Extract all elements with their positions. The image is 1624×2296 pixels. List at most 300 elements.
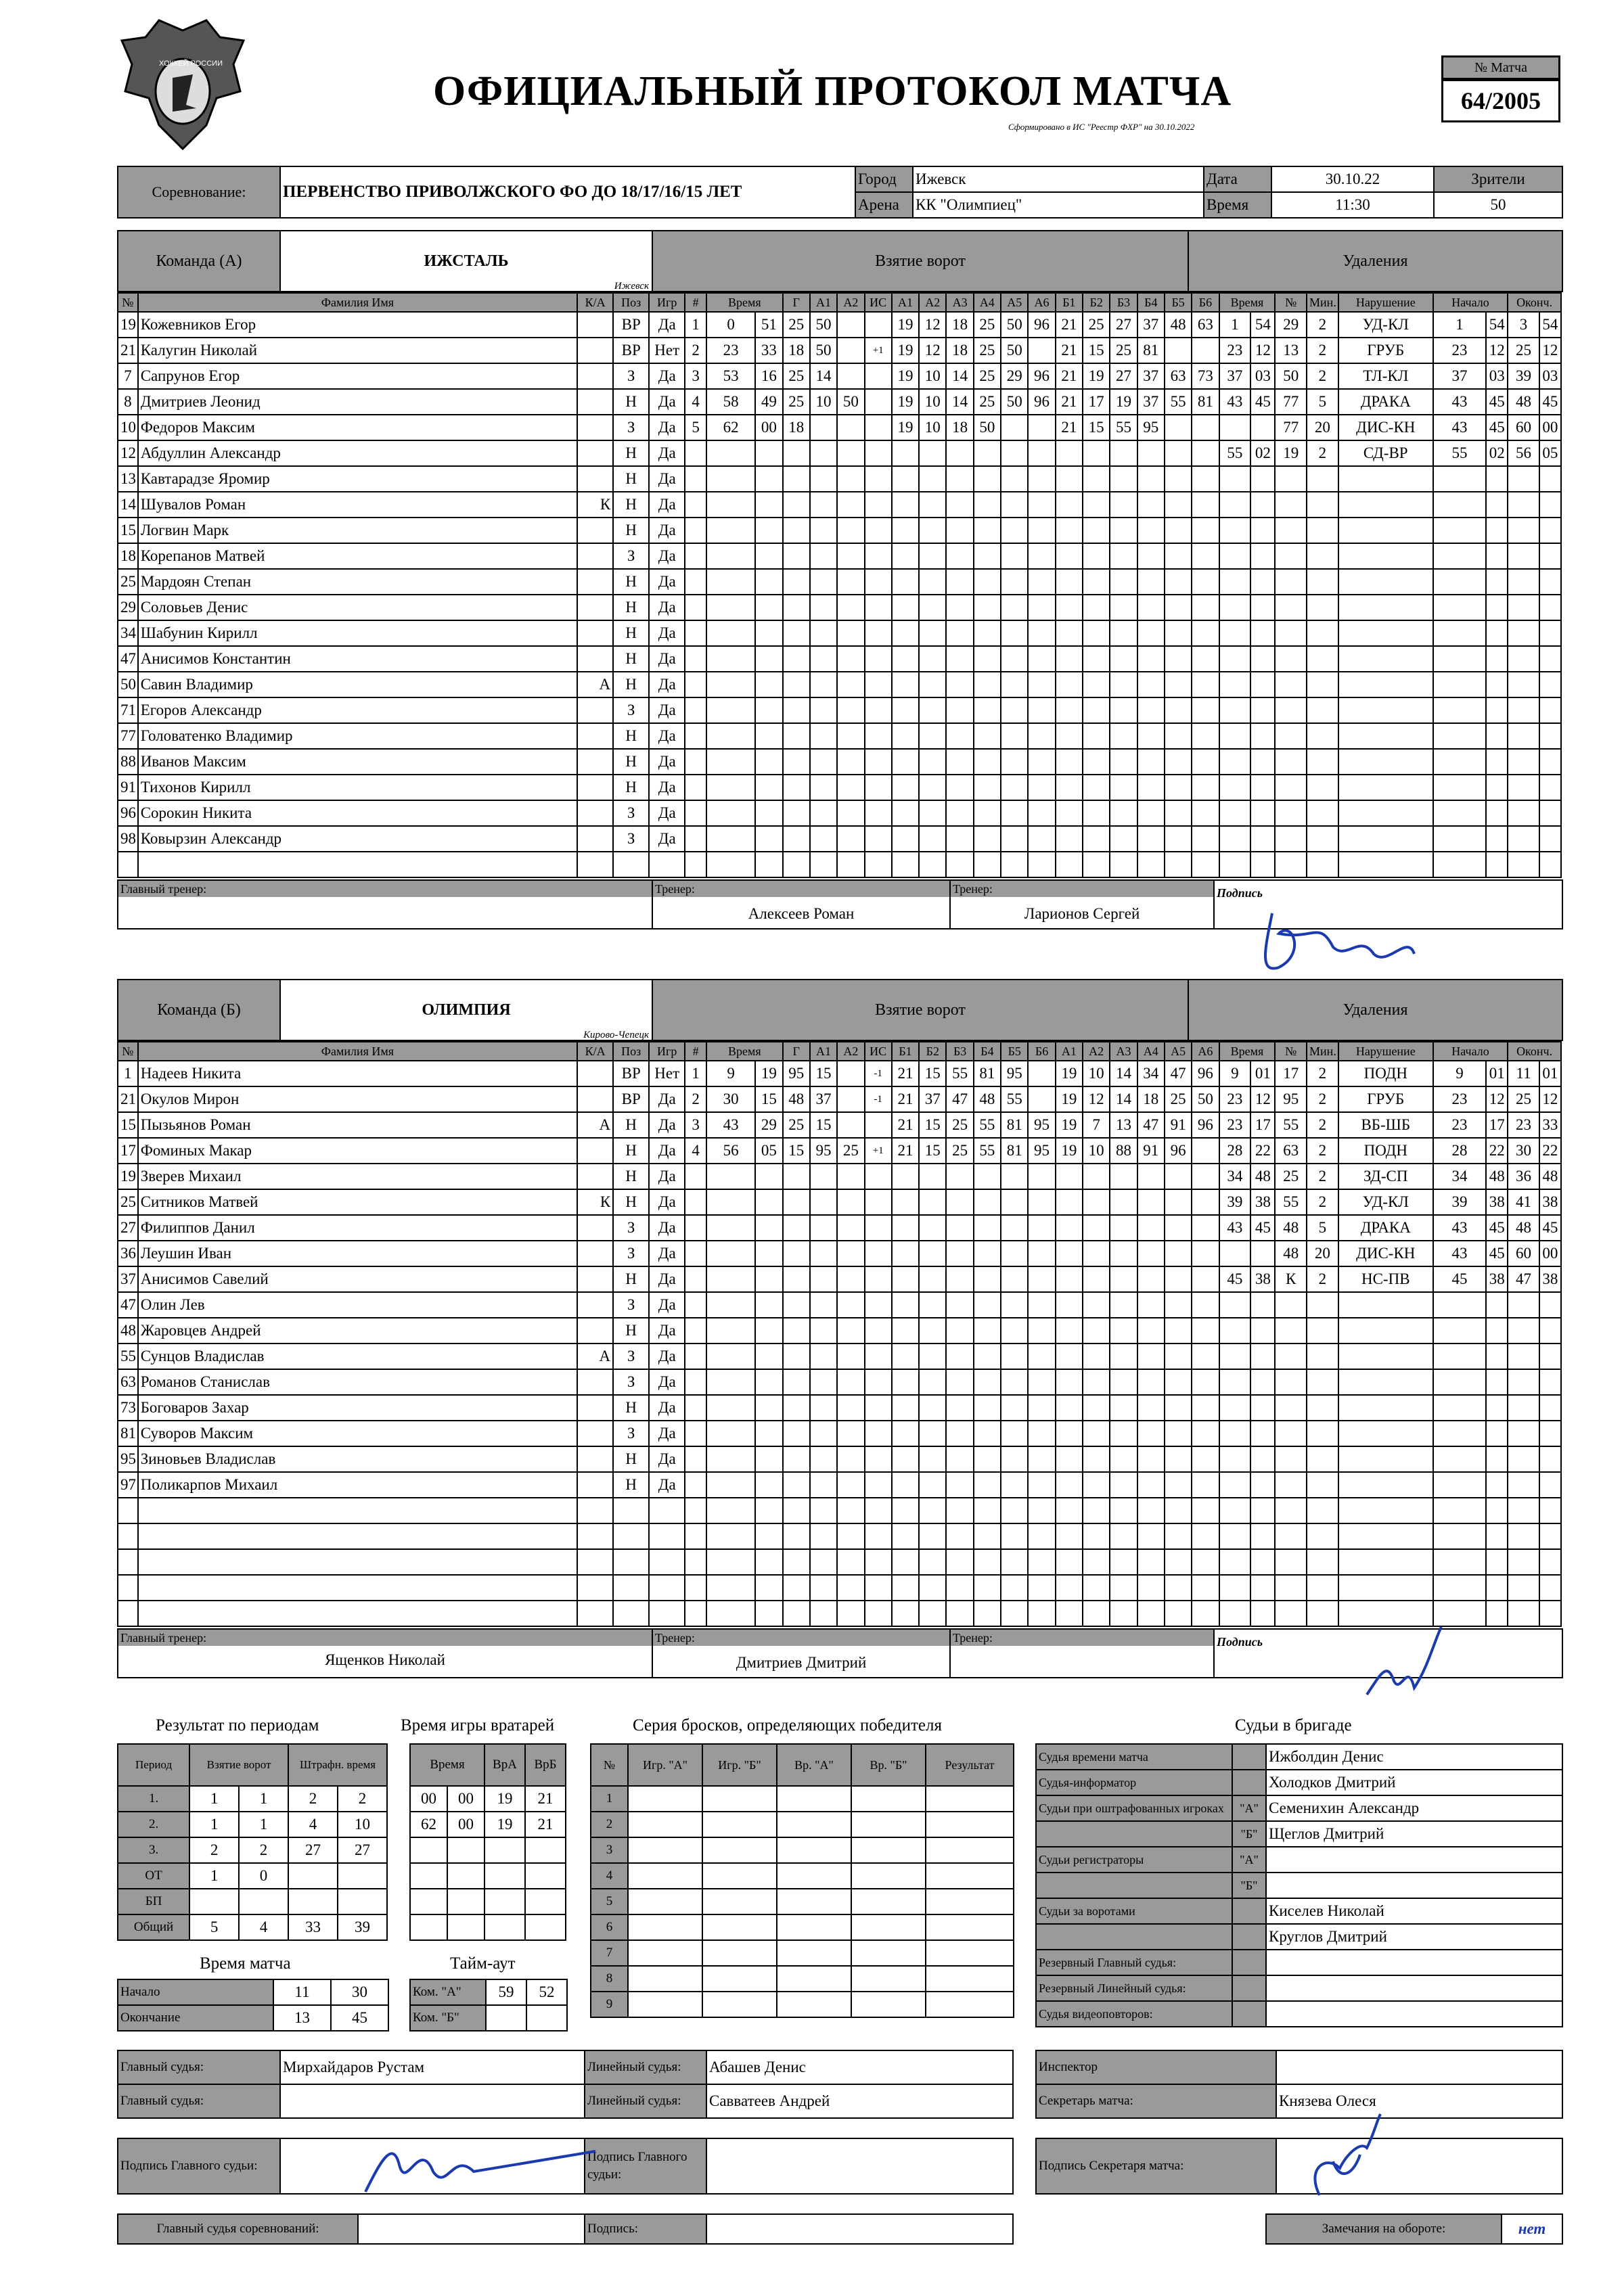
team-a-coach2-cell <box>950 880 1214 929</box>
goal-cell: 18 <box>946 415 973 440</box>
goal-cell: +1 <box>865 338 892 363</box>
official-side: "Б" <box>1232 1873 1266 1898</box>
player-captain <box>577 389 613 415</box>
player-position: ВР <box>613 1086 649 1112</box>
player-played: Да <box>649 569 685 595</box>
table-row <box>118 749 1561 775</box>
player-captain: А <box>577 1112 613 1138</box>
goal-cell: 62 <box>706 415 755 440</box>
goal-cell: 55 <box>1165 389 1192 415</box>
arena-label: Арена <box>855 192 913 218</box>
time-label: Время <box>1204 192 1271 218</box>
match-no: 64/2005 <box>1441 79 1560 122</box>
penalty-cell: 05 <box>1539 440 1561 466</box>
player-captain <box>577 543 613 569</box>
player-captain <box>577 1086 613 1112</box>
official-side <box>1232 1975 1266 2001</box>
goal-cell: 10 <box>919 415 946 440</box>
goal-cell: 63 <box>1192 312 1219 338</box>
penalty-cell: 2 <box>1307 312 1338 338</box>
player-played: Да <box>649 1138 685 1164</box>
player-number: 50 <box>118 672 138 697</box>
goal-cell: 53 <box>706 363 755 389</box>
player-position: Н <box>613 1266 649 1292</box>
player-number: 21 <box>118 338 138 363</box>
period-cell: 1 <box>189 1863 239 1889</box>
player-name: Мардоян Степан <box>138 569 577 595</box>
goal-cell: 0 <box>706 312 755 338</box>
player-played: Да <box>649 363 685 389</box>
table-row <box>118 338 1561 363</box>
player-position: Н <box>613 775 649 800</box>
official-name: Ижболдин Денис <box>1266 1744 1562 1770</box>
table-row <box>118 492 1561 518</box>
period-cell: 27 <box>288 1837 338 1863</box>
penalty-cell: ПОДН <box>1338 1061 1433 1086</box>
player-captain <box>577 595 613 620</box>
goal-cell: 48 <box>1165 312 1192 338</box>
player-name: Егоров Александр <box>138 697 577 723</box>
player-number: 36 <box>118 1241 138 1266</box>
table-row <box>118 1523 1561 1549</box>
player-position: Н <box>613 389 649 415</box>
table-row <box>118 800 1561 826</box>
period-cell: 2 <box>239 1837 288 1863</box>
table-row <box>118 1138 1561 1164</box>
player-position: ВР <box>613 312 649 338</box>
goal-cell: 15 <box>783 1138 810 1164</box>
penalty-cell: 23 <box>1433 1112 1487 1138</box>
goal-cell: 50 <box>810 338 837 363</box>
team-a-coach1: Алексеев Роман <box>748 905 855 922</box>
player-captain <box>577 1138 613 1164</box>
player-position: Н <box>613 466 649 492</box>
table-row <box>118 518 1561 543</box>
penalty-cell: 2 <box>1307 1266 1338 1292</box>
player-name: Сапрунов Егор <box>138 363 577 389</box>
penalty-cell: 56 <box>1508 440 1539 466</box>
player-captain: А <box>577 1344 613 1369</box>
goal-cell: 14 <box>810 363 837 389</box>
team-a-h-gk: Б2 <box>1083 293 1110 312</box>
penalty-cell: 25 <box>1275 1164 1307 1189</box>
gk-cell: 00 <box>447 1786 484 1812</box>
goal-cell <box>865 1112 892 1138</box>
player-position: З <box>613 826 649 852</box>
goal-cell: 19 <box>1056 1138 1083 1164</box>
goal-cell: 21 <box>1056 312 1083 338</box>
goal-cell <box>1028 1061 1055 1086</box>
period-cell <box>338 1889 387 1914</box>
period-cell <box>338 1863 387 1889</box>
team-b-coach2-cell <box>950 1629 1214 1678</box>
goal-cell: 19 <box>1110 389 1137 415</box>
goal-cell: 81 <box>974 1061 1001 1086</box>
player-number: 17 <box>118 1138 138 1164</box>
penalty-cell: 45 <box>1486 389 1508 415</box>
team-a-h-gtime: Время <box>706 293 782 312</box>
player-played: Да <box>649 492 685 518</box>
inspector-label: Инспектор <box>1036 2050 1276 2084</box>
team-a-name: ИЖСТАЛЬ <box>424 252 509 270</box>
team-b-h-pmin: Мин. <box>1307 1042 1338 1061</box>
signature-b <box>1353 1620 1462 1708</box>
period-cell: 2 <box>288 1786 338 1812</box>
goal-cell: 91 <box>1165 1112 1192 1138</box>
player-played: Да <box>649 723 685 749</box>
penalty-cell: 47 <box>1508 1266 1539 1292</box>
penalty-cell: 01 <box>1250 1061 1275 1086</box>
goal-cell: 25 <box>837 1138 864 1164</box>
player-played: Да <box>649 749 685 775</box>
team-b-h-pos: Поз <box>613 1042 649 1061</box>
penalty-cell: 3 <box>1508 312 1539 338</box>
table-row <box>118 1786 387 1812</box>
shootout-num: 6 <box>591 1914 628 1940</box>
team-a-h-gk: Б1 <box>1056 293 1083 312</box>
team-a-header-table <box>117 230 1563 292</box>
goal-cell: 19 <box>892 338 919 363</box>
penalty-cell: 13 <box>1275 338 1307 363</box>
player-number: 63 <box>118 1369 138 1395</box>
team-b-coach2-label: Тренер: <box>951 1630 1213 1646</box>
team-b-h-gk: Б1 <box>892 1042 919 1061</box>
team-a-h-viol: Нарушение <box>1338 293 1433 312</box>
penalty-cell: 48 <box>1250 1164 1275 1189</box>
player-played: Да <box>649 1344 685 1369</box>
team-b-header-table <box>117 979 1563 1041</box>
goal-cell: 25 <box>1165 1086 1192 1112</box>
penalty-cell: 54 <box>1539 312 1561 338</box>
penalty-cell: 38 <box>1486 1266 1508 1292</box>
penalty-cell: ДИС-КН <box>1338 415 1433 440</box>
player-name: Дмитриев Леонид <box>138 389 577 415</box>
penalty-cell: 48 <box>1508 1215 1539 1241</box>
head-ref-label-2: Главный судья: <box>118 2084 280 2118</box>
city-label: Город <box>855 166 913 192</box>
line-ref-1: Абашев Денис <box>706 2050 1013 2084</box>
player-name: Фоминых Макар <box>138 1138 577 1164</box>
goal-cell: 16 <box>755 363 782 389</box>
gk-time-header: Время <box>410 1744 484 1786</box>
goal-cell <box>865 415 892 440</box>
penalty-cell: СД-ВР <box>1338 440 1433 466</box>
goal-cell: 18 <box>783 415 810 440</box>
player-played: Да <box>649 1472 685 1498</box>
team-b-city: Кирово-Чепецк <box>583 1030 649 1040</box>
penalty-cell: 9 <box>1433 1061 1487 1086</box>
goal-cell: 7 <box>1083 1112 1110 1138</box>
goal-cell: 34 <box>1137 1061 1165 1086</box>
penalty-cell: 23 <box>1219 338 1251 363</box>
player-number: 27 <box>118 1215 138 1241</box>
table-row <box>118 1914 387 1940</box>
official-side <box>1232 1770 1266 1795</box>
goal-cell: 19 <box>892 312 919 338</box>
penalty-cell <box>1250 1241 1275 1266</box>
player-number: 7 <box>118 363 138 389</box>
penalty-cell: 25 <box>1508 338 1539 363</box>
gk-table <box>409 1743 566 1941</box>
player-number: 19 <box>118 1164 138 1189</box>
shootout-num: 1 <box>591 1786 628 1812</box>
penalty-cell: ВБ-ШБ <box>1338 1112 1433 1138</box>
table-row <box>1036 1950 1562 1975</box>
period-cell: Общий <box>118 1914 189 1940</box>
match-time-title: Время матча <box>200 1954 291 1973</box>
end-label: Окончание <box>118 2005 273 2031</box>
period-cell: 1 <box>239 1812 288 1837</box>
player-captain <box>577 646 613 672</box>
competition-judge-table <box>117 2213 1014 2245</box>
player-name: Соловьев Денис <box>138 595 577 620</box>
official-side: "Б" <box>1232 1821 1266 1847</box>
goal-cell <box>865 312 892 338</box>
info-table <box>117 166 1563 219</box>
table-row <box>118 1061 1561 1086</box>
table-row <box>591 1966 1014 1992</box>
team-a-head-coach-cell <box>118 880 652 929</box>
team-b-h-end: Оконч. <box>1508 1042 1561 1061</box>
player-position: Н <box>613 569 649 595</box>
penalty-cell: 2 <box>1307 1138 1338 1164</box>
penalty-cell: 43 <box>1433 1241 1487 1266</box>
team-a-name-cell <box>280 231 652 292</box>
team-b-coach-table <box>117 1628 1563 1678</box>
period-cell: 1 <box>239 1786 288 1812</box>
goal-cell: 55 <box>946 1061 973 1086</box>
penalty-cell: 48 <box>1275 1215 1307 1241</box>
match-time-table <box>117 1979 389 2031</box>
penalty-cell <box>1219 415 1251 440</box>
goal-cell: 49 <box>755 389 782 415</box>
team-b-h-gk: А6 <box>1192 1042 1219 1061</box>
player-played: Да <box>649 1395 685 1421</box>
table-row <box>118 389 1561 415</box>
goal-cell: 29 <box>1001 363 1028 389</box>
team-a-h-start: Начало <box>1433 293 1508 312</box>
goal-cell: 81 <box>1001 1112 1028 1138</box>
goal-cell: 51 <box>755 312 782 338</box>
player-played: Да <box>649 543 685 569</box>
penalty-cell: 5 <box>1307 389 1338 415</box>
player-name: Тихонов Кирилл <box>138 775 577 800</box>
date: 30.10.22 <box>1271 166 1434 192</box>
goal-cell: 37 <box>1137 363 1165 389</box>
player-name: Шувалов Роман <box>138 492 577 518</box>
official-side <box>1232 1898 1266 1924</box>
player-position: Н <box>613 723 649 749</box>
goal-cell: 37 <box>1137 389 1165 415</box>
player-name: Ситников Матвей <box>138 1189 577 1215</box>
shootout-num: 2 <box>591 1812 628 1837</box>
table-row <box>1036 1770 1562 1795</box>
goal-cell: 50 <box>1001 338 1028 363</box>
penalty-cell: ЗД-СП <box>1338 1164 1433 1189</box>
player-name: Боговаров Захар <box>138 1395 577 1421</box>
goal-cell: 95 <box>1001 1061 1028 1086</box>
time: 11:30 <box>1271 192 1434 218</box>
period-cell <box>189 1889 239 1914</box>
player-captain <box>577 1369 613 1395</box>
period-cell: 2 <box>338 1786 387 1812</box>
penalty-cell: 45 <box>1250 1215 1275 1241</box>
penalty-cell: 25 <box>1508 1086 1539 1112</box>
team-a-h-ptime: Время <box>1219 293 1276 312</box>
player-name: Зверев Михаил <box>138 1164 577 1189</box>
goal-cell: 48 <box>974 1086 1001 1112</box>
period-header: Период <box>118 1744 189 1786</box>
penalty-cell: 38 <box>1250 1189 1275 1215</box>
team-b-grid <box>117 1041 1562 1627</box>
player-number: 25 <box>118 569 138 595</box>
penalty-cell: 1 <box>1219 312 1251 338</box>
goal-cell: 25 <box>783 363 810 389</box>
penalty-cell: 45 <box>1433 1266 1487 1292</box>
penalty-cell: 37 <box>1219 363 1251 389</box>
shootout-header: Игр. "А" <box>628 1744 702 1786</box>
goal-cell: 50 <box>1001 312 1028 338</box>
player-played: Да <box>649 646 685 672</box>
penalty-cell: 60 <box>1508 1241 1539 1266</box>
goal-cell: 50 <box>974 415 1001 440</box>
player-played: Да <box>649 1421 685 1446</box>
player-name: Леушин Иван <box>138 1241 577 1266</box>
player-played: Да <box>649 826 685 852</box>
player-position: З <box>613 1369 649 1395</box>
periods-title: Результат по периодам <box>156 1716 319 1735</box>
goal-cell: 27 <box>1110 312 1137 338</box>
shootout-num: 3 <box>591 1837 628 1863</box>
penalty-cell: 23 <box>1219 1086 1251 1112</box>
official-role: Судья-информатор <box>1036 1770 1232 1795</box>
player-position: Н <box>613 620 649 646</box>
team-a-grid <box>117 292 1562 878</box>
goal-cell: 25 <box>1083 312 1110 338</box>
player-position: З <box>613 363 649 389</box>
goal-cell: 14 <box>1110 1061 1137 1086</box>
player-name: Корепанов Матвей <box>138 543 577 569</box>
player-name: Поликарпов Михаил <box>138 1472 577 1498</box>
penalty-cell: 34 <box>1219 1164 1251 1189</box>
table-row <box>1036 1795 1562 1821</box>
penalty-cell: 22 <box>1486 1138 1508 1164</box>
penalty-cell: 19 <box>1275 440 1307 466</box>
player-position: Н <box>613 1164 649 1189</box>
penalty-cell: 12 <box>1250 1086 1275 1112</box>
official-side: "А" <box>1232 1795 1266 1821</box>
player-captain <box>577 1395 613 1421</box>
goal-cell: 3 <box>685 363 706 389</box>
period-cell: 5 <box>189 1914 239 1940</box>
goal-cell: 18 <box>783 338 810 363</box>
head-ref-1: Мирхайдаров Рустам <box>280 2050 585 2084</box>
goal-cell: 96 <box>1028 389 1055 415</box>
penalty-cell: 55 <box>1219 440 1251 466</box>
goal-cell <box>837 1061 864 1086</box>
goal-cell: 25 <box>946 1138 973 1164</box>
spectators-label: Зрители <box>1434 166 1562 192</box>
player-position: Н <box>613 492 649 518</box>
player-captain <box>577 1446 613 1472</box>
player-name: Кожевников Егор <box>138 312 577 338</box>
player-number: 77 <box>118 723 138 749</box>
player-played: Да <box>649 1266 685 1292</box>
player-position: Н <box>613 1189 649 1215</box>
player-captain: К <box>577 1189 613 1215</box>
player-captain <box>577 1472 613 1498</box>
penalty-cell: УД-КЛ <box>1338 1189 1433 1215</box>
period-cell: 33 <box>288 1914 338 1940</box>
goal-cell: 37 <box>919 1086 946 1112</box>
period-cell: 27 <box>338 1837 387 1863</box>
goal-cell: 21 <box>892 1086 919 1112</box>
penalty-cell: ДРАКА <box>1338 1215 1433 1241</box>
spectators: 50 <box>1434 192 1562 218</box>
goal-cell: 43 <box>706 1112 755 1138</box>
goal-cell <box>1192 1138 1219 1164</box>
table-row <box>1036 1821 1562 1847</box>
player-played: Да <box>649 1189 685 1215</box>
sign-label: Подпись: <box>585 2214 706 2244</box>
goal-cell: -1 <box>865 1061 892 1086</box>
goal-cell: 21 <box>1056 363 1083 389</box>
team-b-h-gk: Б5 <box>1001 1042 1028 1061</box>
team-a-h-gk: А3 <box>946 293 973 312</box>
official-name: Киселев Николай <box>1266 1898 1562 1924</box>
penalty-cell: 01 <box>1486 1061 1508 1086</box>
official-side <box>1232 2001 1266 2027</box>
goal-cell: 25 <box>783 1112 810 1138</box>
player-played: Да <box>649 800 685 826</box>
player-captain <box>577 1241 613 1266</box>
penalty-cell: 20 <box>1307 1241 1338 1266</box>
period-cell: 1. <box>118 1786 189 1812</box>
penalty-cell: 60 <box>1508 415 1539 440</box>
penalty-cell: 2 <box>1307 1086 1338 1112</box>
table-row <box>118 1215 1561 1241</box>
player-name: Сорокин Никита <box>138 800 577 826</box>
shootout-header: Игр. "Б" <box>702 1744 777 1786</box>
team-b-h-a1: А1 <box>810 1042 837 1061</box>
player-position: З <box>613 543 649 569</box>
shootout-header: Вр. "А" <box>777 1744 851 1786</box>
team-b-h-viol: Нарушение <box>1338 1042 1433 1061</box>
penalty-cell: 45 <box>1486 1215 1508 1241</box>
goal-cell: 23 <box>706 338 755 363</box>
table-row <box>410 1786 566 1812</box>
goal-cell: 3 <box>685 1112 706 1138</box>
penalty-cell: 28 <box>1219 1138 1251 1164</box>
competition-label: Соревнование: <box>118 166 280 218</box>
start-m: 30 <box>331 1979 388 2005</box>
period-cell: 0 <box>239 1863 288 1889</box>
team-a-h-gk: А2 <box>919 293 946 312</box>
penalty-cell: 54 <box>1250 312 1275 338</box>
penalty-cell: 23 <box>1433 338 1487 363</box>
official-name <box>1266 1873 1562 1898</box>
table-row <box>118 569 1561 595</box>
team-b-h-gk: А5 <box>1165 1042 1192 1061</box>
player-number: 37 <box>118 1266 138 1292</box>
period-cell: 2 <box>189 1837 239 1863</box>
penalty-cell: 45 <box>1250 389 1275 415</box>
team-a-h-end: Оконч. <box>1508 293 1561 312</box>
team-b-goals-title: Взятие ворот <box>652 980 1188 1040</box>
team-b-h-a2: А2 <box>837 1042 864 1061</box>
table-row <box>591 1837 1014 1863</box>
table-row <box>118 697 1561 723</box>
